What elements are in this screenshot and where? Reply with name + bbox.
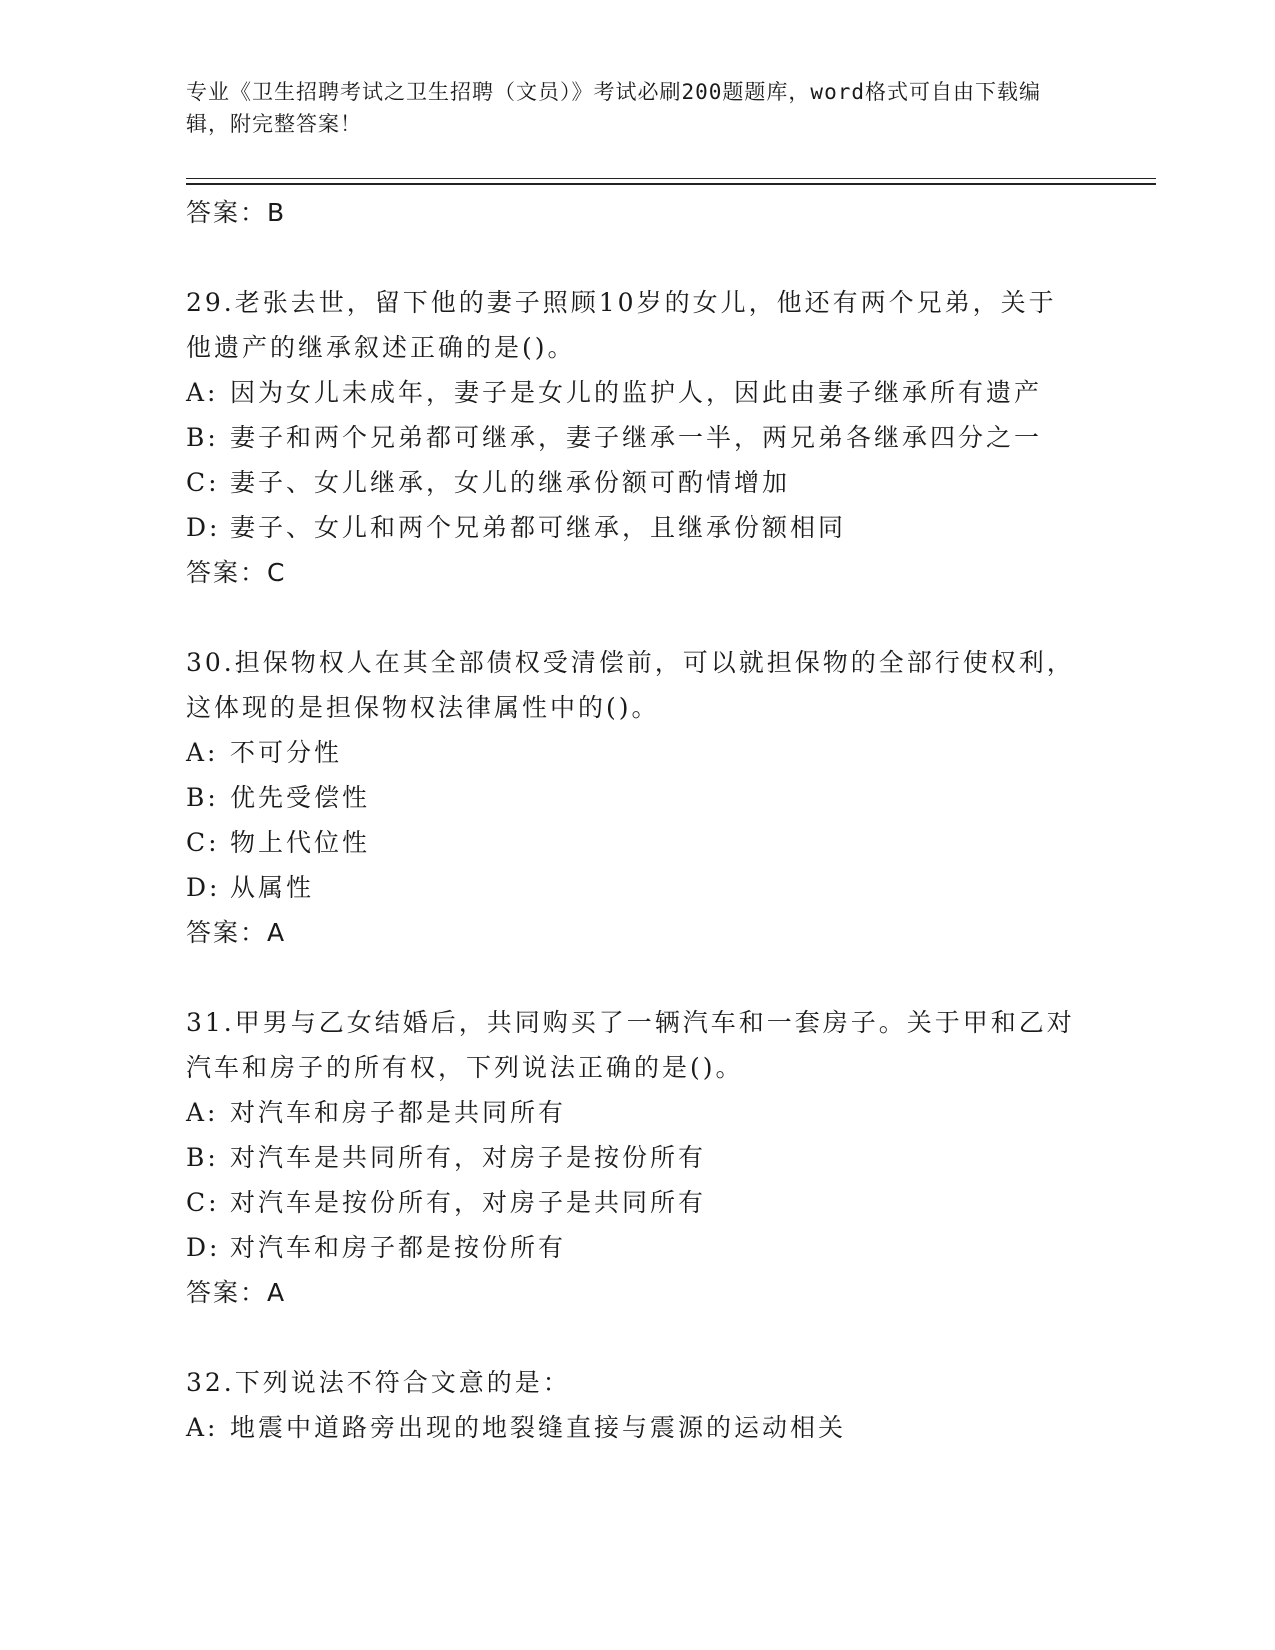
option-a xyxy=(186,370,1076,415)
answer-line: 答案：B xyxy=(186,198,287,227)
option-c xyxy=(186,1180,1076,1225)
option-d xyxy=(186,1225,1076,1270)
option-text: 地震中道路旁出现的地裂缝直接与震源的运动相关 xyxy=(230,1413,847,1442)
option-key: A: xyxy=(186,1098,219,1127)
question-list xyxy=(186,190,1076,1450)
option-text: 不可分性 xyxy=(230,738,343,767)
option-text: 对汽车是共同所有，对房子是按份所有 xyxy=(230,1143,707,1172)
option-key: B: xyxy=(186,1143,219,1172)
header-divider-thick xyxy=(186,183,1156,185)
page-header: 专业《卫生招聘考试之卫生招聘（文员）》考试必刷200题题库，word格式可自由下载编辑，附完整答案！ xyxy=(186,80,1041,136)
option-key: A: xyxy=(186,378,219,407)
option-text: 从属性 xyxy=(230,873,315,902)
option-text: 物上代位性 xyxy=(230,828,371,857)
option-b xyxy=(186,1135,1076,1180)
option-key: B: xyxy=(186,423,219,452)
option-text: 妻子、女儿继承，女儿的继承份额可酌情增加 xyxy=(230,468,791,497)
option-key: D: xyxy=(186,873,221,902)
option-key: A: xyxy=(186,738,219,767)
option-a xyxy=(186,1405,1076,1450)
option-key: D: xyxy=(186,513,221,542)
option-c xyxy=(186,460,1076,505)
option-text: 妻子、女儿和两个兄弟都可继承，且继承份额相同 xyxy=(230,513,847,542)
question-stem: 31.甲男与乙女结婚后，共同购买了一辆汽车和一套房子。关于甲和乙对汽车和房子的所有权，下列说法正确的是()。 xyxy=(186,1008,1075,1082)
question-31 xyxy=(186,1000,1076,1316)
option-d xyxy=(186,505,1076,550)
option-text: 对汽车和房子都是共同所有 xyxy=(230,1098,567,1127)
option-key: C: xyxy=(186,828,220,857)
question-30 xyxy=(186,640,1076,956)
option-text: 对汽车和房子都是按份所有 xyxy=(230,1233,567,1262)
option-text: 优先受偿性 xyxy=(230,783,371,812)
option-a xyxy=(186,730,1076,775)
option-key: D: xyxy=(186,1233,221,1262)
option-key: C: xyxy=(186,1188,220,1217)
option-text: 因为女儿未成年，妻子是女儿的监护人，因此由妻子继承所有遗产 xyxy=(230,378,1043,407)
question-stem: 29.老张去世，留下他的妻子照顾10岁的女儿，他还有两个兄弟，关于他遗产的继承叙述正确的是()。 xyxy=(186,288,1057,362)
question-32 xyxy=(186,1360,1076,1450)
question-stem: 32.下列说法不符合文意的是： xyxy=(186,1368,571,1397)
header-divider xyxy=(186,178,1156,179)
option-key: C: xyxy=(186,468,220,497)
option-key: B: xyxy=(186,783,219,812)
option-text: 对汽车是按份所有，对房子是共同所有 xyxy=(230,1188,707,1217)
answer-line: 答案：C xyxy=(186,558,287,587)
answer-line: 答案：A xyxy=(186,918,287,947)
option-a xyxy=(186,1090,1076,1135)
option-text: 妻子和两个兄弟都可继承，妻子继承一半，两兄弟各继承四分之一 xyxy=(230,423,1043,452)
option-c xyxy=(186,820,1076,865)
option-b xyxy=(186,415,1076,460)
question-29 xyxy=(186,280,1076,596)
option-d xyxy=(186,865,1076,910)
question-stem: 30.担保物权人在其全部债权受清偿前，可以就担保物的全部行使权利，这体现的是担保物权法律属性中的()。 xyxy=(186,648,1075,722)
option-b xyxy=(186,775,1076,820)
answer-line: 答案：A xyxy=(186,1278,287,1307)
option-key: A: xyxy=(186,1413,219,1442)
